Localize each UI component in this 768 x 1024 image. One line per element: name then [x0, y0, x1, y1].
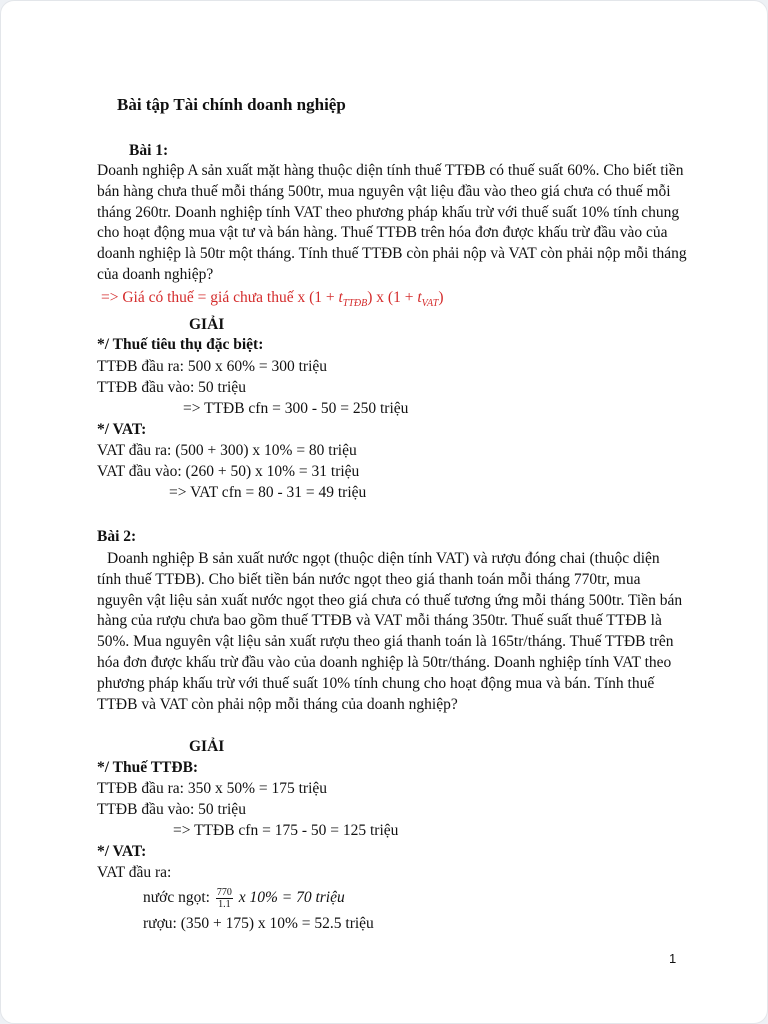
bai1-ttdb-heading: */ Thuế tiêu thụ đặc biệt: [97, 336, 264, 353]
document-title: Bài tập Tài chính doanh nghiệp [117, 95, 346, 114]
bai1-vat-cfn: => VAT cfn = 80 - 31 = 49 triệu [169, 484, 367, 501]
bai2-vat-ra: VAT đầu ra: [97, 864, 172, 881]
bai2-ttdb-vao: TTĐB đầu vào: 50 triệu [97, 801, 246, 818]
bai1-giai-heading: GIẢI [189, 316, 225, 333]
bai1-ttdb-cfn: => TTĐB cfn = 300 - 50 = 250 triệu [183, 400, 409, 417]
bai1-ttdb-ra: TTĐB đầu ra: 500 x 60% = 300 triệu [97, 358, 328, 375]
bai1-vat-heading: */ VAT: [97, 421, 147, 438]
bai2-vat-heading: */ VAT: [97, 843, 147, 860]
bai2-giai-heading: GIẢI [189, 738, 225, 755]
bai2-ttdb-ra: TTĐB đầu ra: 350 x 50% = 175 triệu [97, 780, 328, 797]
bai1-vat-vao: VAT đầu vào: (260 + 50) x 10% = 31 triệu [97, 463, 360, 480]
bai2-heading: Bài 2: [97, 528, 137, 545]
fraction: $\frac{770}{1.1}$ [216, 887, 232, 910]
bai1-vat-ra: VAT đầu ra: (500 + 300) x 10% = 80 triệu [97, 442, 357, 459]
bai1-ttdb-vao: TTĐB đầu vào: 50 triệu [97, 379, 246, 396]
bai2-ruou: rượu: (350 + 175) x 10% = 52.5 triệu [143, 915, 374, 932]
bai2-ttdb-heading: */ Thuế TTĐB: [97, 759, 199, 776]
bai1-problem: Doanh nghiệp A sản xuất mặt hàng thuộc diện tính thuế TTĐB có thuế suất 60%. Cho biết tiền bán hàng chưa thuế mỗi tháng 500tr, mua nguyên vật liệu đầu vào theo giá chưa có thuế mỗi tháng 260tr. Doanh nghiệp tính VAT theo phương pháp khấu trừ với thuế suất 10% tính chung cho hoạt động mua vật tư và bán hàng. Thuế TTĐB trên hóa đơn được khấu trừ đầu vào của doanh nghiệp là 50tr một tháng. Tính thuế TTĐB còn phải nộp và VAT còn phải nộp mỗi tháng của doanh nghiệp? [97, 162, 687, 283]
page-number: 1 [669, 951, 677, 966]
bai2-ttdb-cfn: => TTĐB cfn = 175 - 50 = 125 triệu [173, 822, 399, 839]
bai1-formula: => Giá có thuế = giá chưa thuế x $(1 + t_{TTĐB})$ x $(1 + t_{VAT})$ [101, 289, 444, 310]
bai2-problem: Doanh nghiệp B sản xuất nước ngọt (thuộc diện tính VAT) và rượu đóng chai (thuộc diện tính thuế TTĐB). Cho biết tiền bán nước ngọt theo giá thanh toán mỗi tháng 770tr, mua nguyên vật liệu sản xuất nước ngọt theo giá chưa có thuế tương ứng mỗi tháng 500tr. Tiền bán hàng của rượu chưa bao gồm thuế TTĐB và VAT mỗi tháng 350tr. Thuế suất thuế TTĐB là 50%. Mua nguyên vật liệu sản xuất rượu theo giá thanh toán là 165tr/tháng. Thuế TTĐB trên hóa đơn được khấu trừ đầu vào của doanh nghiệp là 50tr/tháng. Doanh nghiệp tính VAT theo phương pháp khấu trừ với thuế suất 10% tính chung cho hoạt động mua và bán. Tính thuế TTĐB và VAT còn phải nộp mỗi tháng của doanh nghiệp? [97, 550, 683, 713]
bai2-nuoc-ngot: nước ngọt: $\frac{770}{1.1}$ x 10% = 70 triệu [143, 887, 345, 910]
bai1-heading: Bài 1: [129, 142, 169, 159]
